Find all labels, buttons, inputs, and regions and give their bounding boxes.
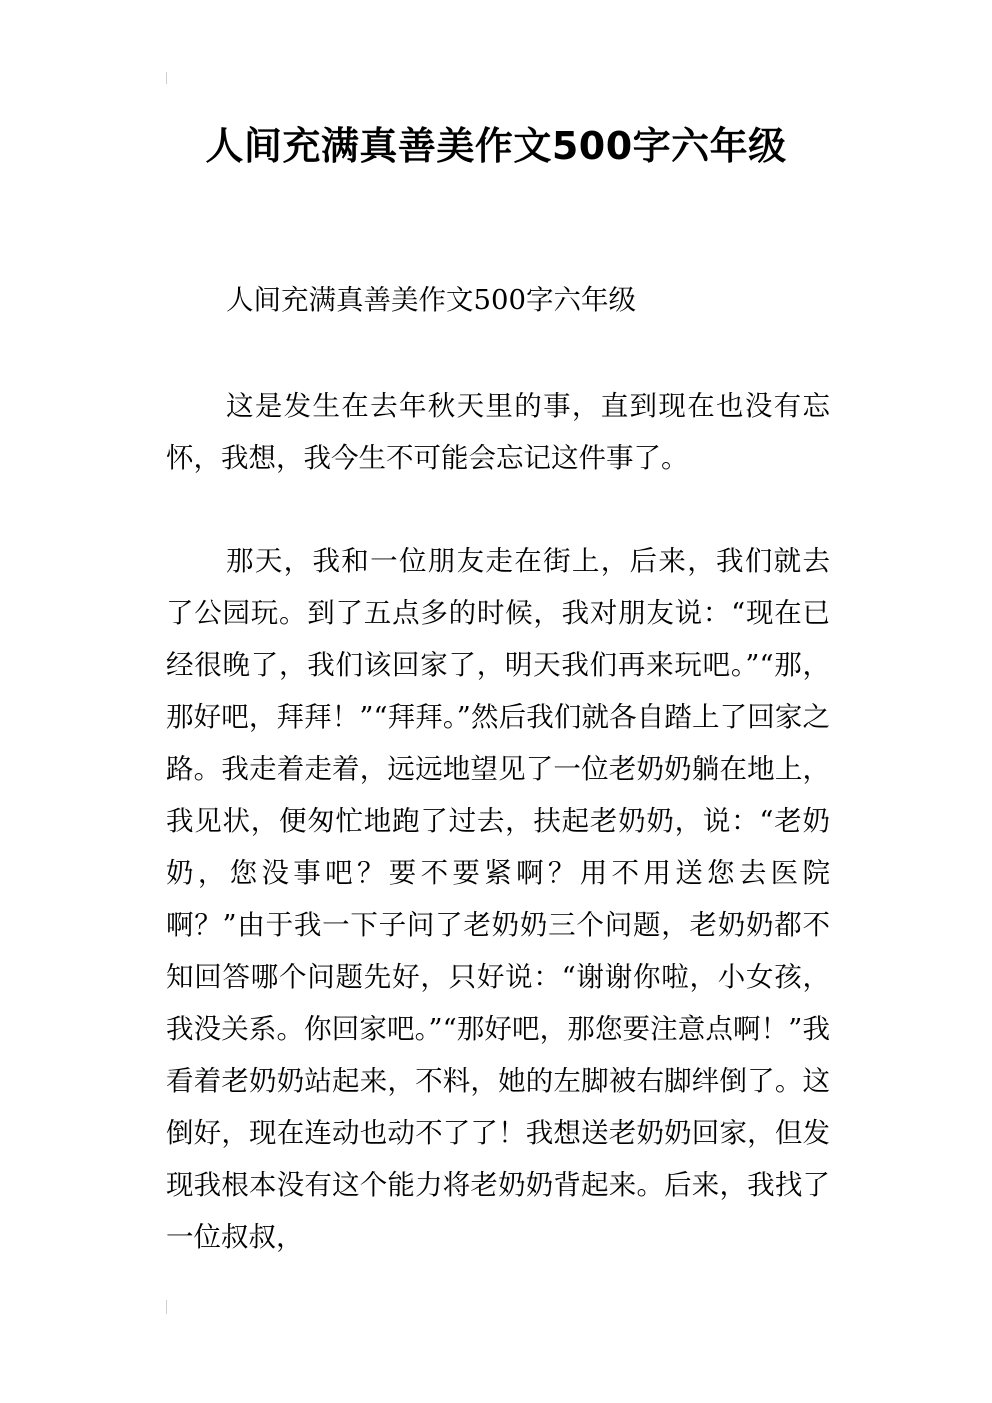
- document-subtitle: 人间充满真善美作文500字六年级: [226, 284, 636, 316]
- paragraph-1: 这是发生在去年秋天里的事，直到现在也没有忘怀，我想，我今生不可能会忘记这件事了。: [166, 390, 830, 474]
- page-corner-mark-top: [166, 72, 167, 84]
- page-corner-mark-bottom: [166, 1300, 167, 1314]
- paragraph-2: 那天，我和一位朋友走在街上，后来，我们就去了公园玩。到了五点多的时候，我对朋友说：“现在已经很晚了，我们该回家了，明天我们再来玩吧。”“那，那好吧，拜拜！”“拜拜。”然后我们就各自踏上了回家之路。我走着走着，远远地望见了一位老奶奶躺在地上，我见状，便匆忙地跑了过去，扶起老奶奶，说：“老奶奶，您没事吧？要不要紧啊？用不用送您去医院啊？”由于我一下子问了老奶奶三个问题，老奶奶都不知回答哪个问题先好，只好说：“谢谢你啦，小女孩，我没关系。你回家吧。”“那好吧，那您要注意点啊！”我看着老奶奶站起来，不料，她的左脚被右脚绊倒了。这倒好，现在连动也动不了了！我想送老奶奶回家，但发现我根本没有这个能力将老奶奶背起来。后来，我找了一位叔叔，: [166, 545, 830, 1253]
- document-title: 人间充满真善美作文500字六年级: [205, 124, 787, 168]
